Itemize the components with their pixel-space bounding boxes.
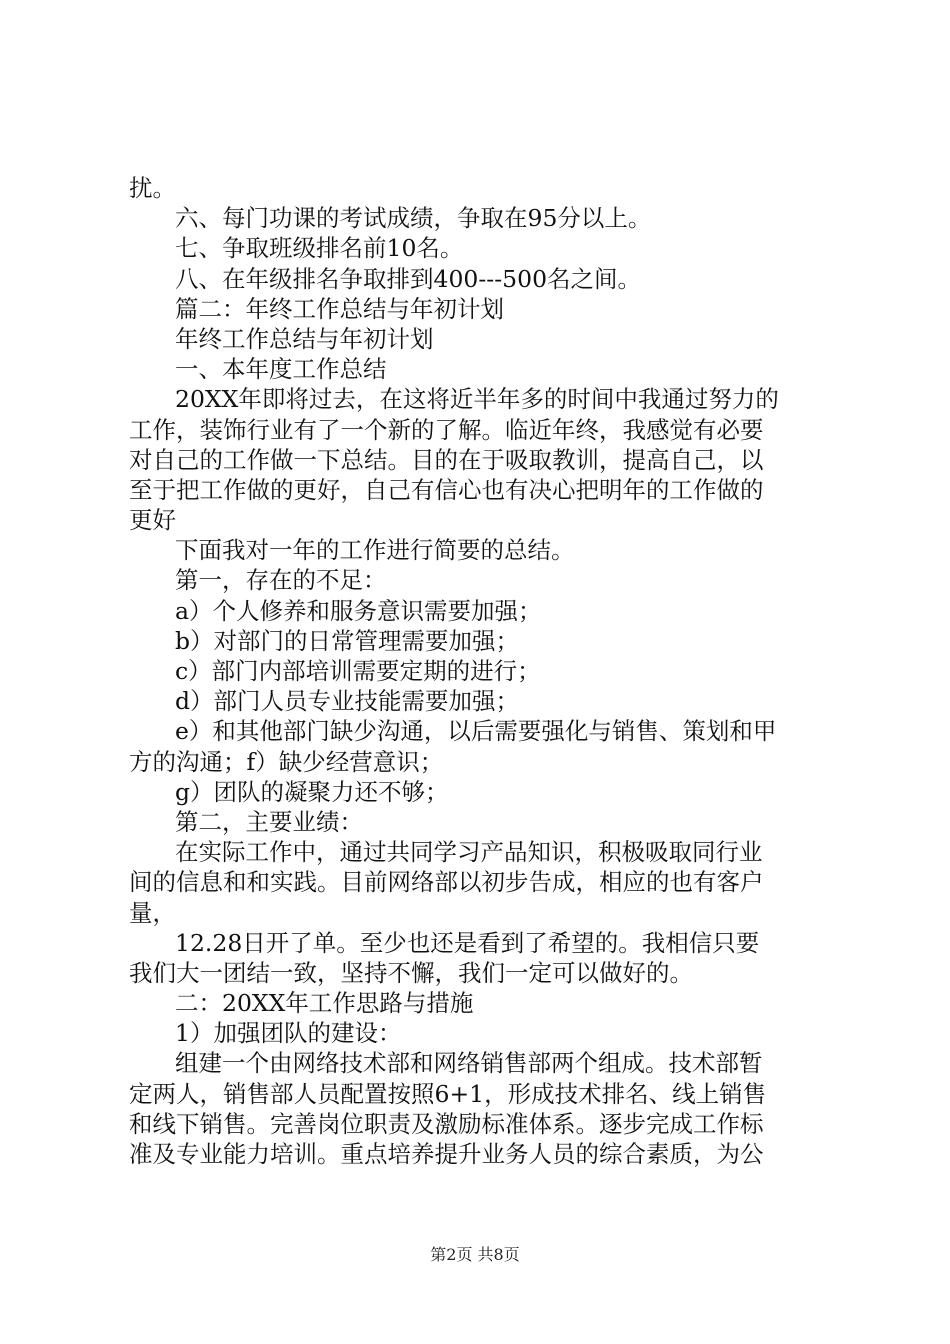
text-line: c）部门内部培训需要定期的进行； bbox=[175, 657, 541, 685]
page-footer: 第2页 共8页 bbox=[430, 1245, 520, 1264]
text-line: 1）加强团队的建设： bbox=[175, 1019, 402, 1048]
text-line: 准及专业能力培训。重点培养提升业务人员的综合素质，为公 bbox=[129, 1140, 764, 1168]
text-line: 间的信息和和实践。目前网络部以初步告成，相应的也有客户 bbox=[129, 868, 764, 897]
text-line: 组建一个由网络技术部和网络销售部两个组成。技术部暂 bbox=[175, 1049, 763, 1078]
text-line: e）和其他部门缺少沟通，以后需要强化与销售、策划和甲 bbox=[175, 717, 777, 746]
text-line: 第二，主要业绩： bbox=[175, 807, 363, 836]
text-line: 一、本年度工作总结 bbox=[175, 355, 387, 384]
text-line: d）部门人员专业技能需要加强； bbox=[175, 687, 520, 716]
text-line: 至于把工作做的更好，自己有信心也有决心把明年的工作做的 bbox=[129, 475, 764, 504]
text-line: 二：20XX年工作思路与措施 bbox=[175, 989, 474, 1018]
text-line: 12.28日开了单。至少也还是看到了希望的。我相信只要 bbox=[175, 928, 760, 957]
text-line: a）个人修养和服务意识需要加强； bbox=[175, 596, 542, 625]
text-line: 定两人，销售部人员配置按照6+1，形成技术排名、线上销售 bbox=[129, 1079, 767, 1108]
text-line: 在实际工作中，通过共同学习产品知识，积极吸取同行业 bbox=[175, 838, 763, 867]
text-line: 更好 bbox=[129, 506, 176, 535]
text-line: 六、每门功课的考试成绩，争取在95分以上。 bbox=[175, 204, 652, 233]
text-line: 方的沟通；f）缺少经营意识； bbox=[129, 747, 444, 776]
text-line: 20XX年即将过去，在这将近半年多的时间中我通过努力的 bbox=[175, 385, 779, 414]
document-body bbox=[129, 173, 835, 1169]
text-line: 我们大一团结一致，坚持不懈，我们一定可以做好的。 bbox=[129, 958, 693, 987]
text-line: 和线下销售。完善岗位职责及激励标准体系。逐步完成工作标 bbox=[129, 1109, 764, 1138]
text-line: 第一，存在的不足： bbox=[175, 566, 387, 595]
text-line: 对自己的工作做一下总结。目的在于吸取教训，提高自己，以 bbox=[129, 445, 764, 474]
text-line: 篇二：年终工作总结与年初计划 bbox=[175, 294, 504, 323]
text-line: 工作，装饰行业有了一个新的了解。临近年终，我感觉有必要 bbox=[129, 415, 764, 444]
text-line: b）对部门的日常管理需要加强； bbox=[175, 626, 520, 655]
text-line: 八、在年级排名争取排到400---500名之间。 bbox=[175, 264, 642, 293]
text-line: 年终工作总结与年初计划 bbox=[175, 324, 434, 353]
text-line: 下面我对一年的工作进行简要的总结。 bbox=[175, 536, 575, 565]
text-line: 量， bbox=[129, 898, 176, 927]
text-line: 扰。 bbox=[129, 174, 176, 202]
text-line: 七、争取班级排名前10名。 bbox=[175, 234, 464, 263]
text-line: g）团队的凝聚力还不够； bbox=[175, 777, 449, 806]
